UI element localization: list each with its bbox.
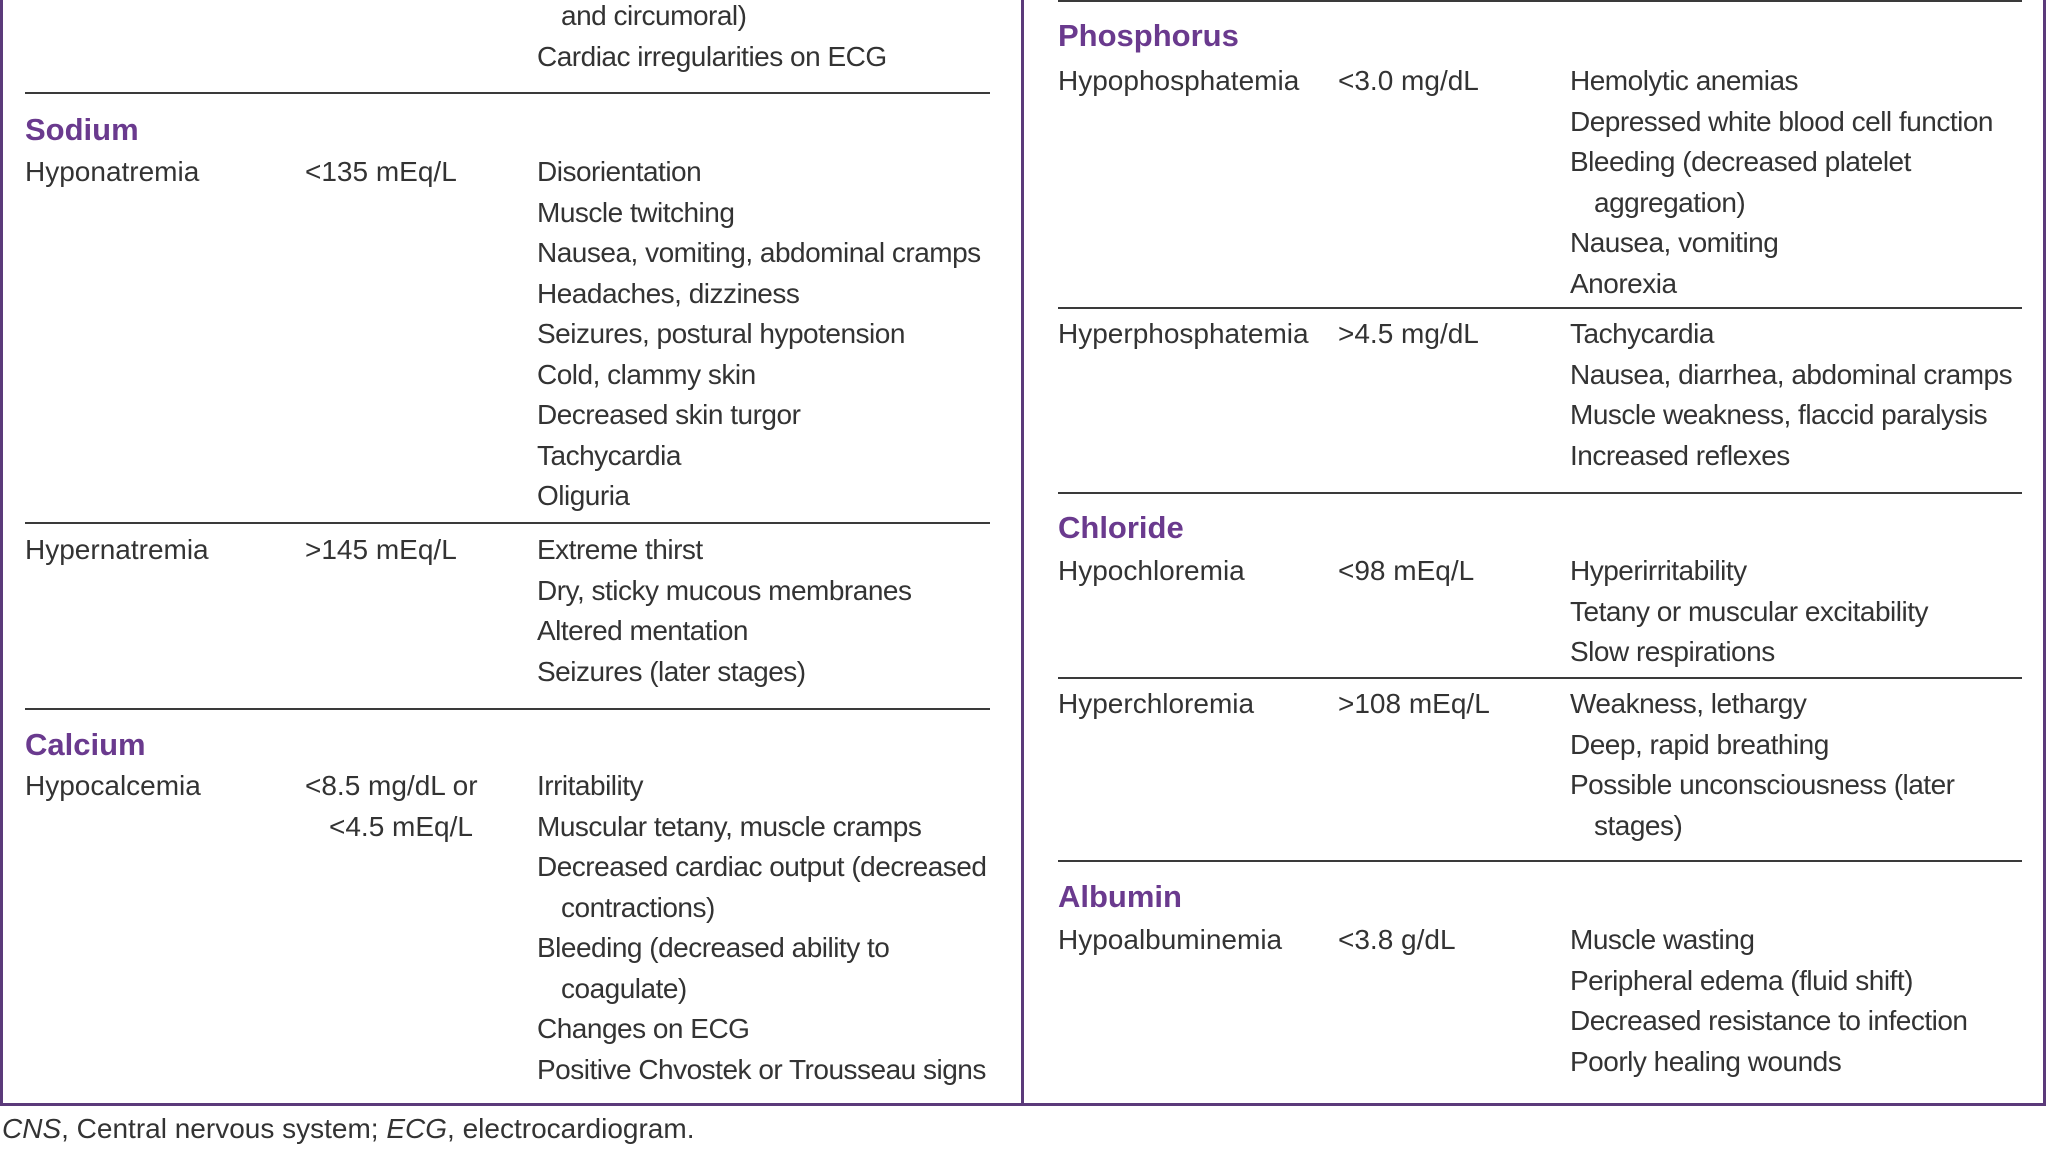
symptom-continued: coagulate) [561,972,687,1004]
condition-hypernatremia: Hypernatremia [25,534,209,565]
symptom: Muscle weakness, flaccid paralysis [1570,399,1988,430]
section-title-chloride: Chloride [1058,510,1184,545]
row-rule [25,522,990,524]
symptoms-hypocalcemia [537,766,986,1090]
section-rule [25,92,990,94]
value-hyperchloremia: >108 mEq/L [1338,688,1490,719]
section-rule [1058,492,2022,494]
symptom: Decreased skin turgor [537,399,801,430]
section-rule [1058,860,2022,862]
symptom-continued: aggregation) [1594,186,1746,218]
value-hyponatremia: <135 mEq/L [305,156,457,187]
symptom: Muscular tetany, muscle cramps [537,810,922,842]
symptom: Cold, clammy skin [537,358,756,390]
condition-hypoalbuminemia: Hypoalbuminemia [1058,924,1283,955]
symptoms-hypernatremia [537,530,911,692]
symptom: Disorientation [537,156,702,187]
symptom: Dry, sticky mucous membranes [537,574,912,606]
symptom: Decreased cardiac output (decreased [537,851,987,882]
continued-symptoms [537,0,887,77]
condition-hyperphosphatemia: Hyperphosphatemia [1058,318,1309,349]
row-rule [1058,677,2022,679]
symptom: Positive Chvostek or Trousseau signs [537,1053,986,1085]
symptom: Oliguria [537,480,630,511]
symptom: Muscle twitching [537,196,735,228]
symptom: Cardiac irregularities on ECG [537,40,887,72]
value-hypernatremia: >145 mEq/L [305,534,457,565]
symptom: Increased reflexes [1570,439,1790,471]
symptom: Muscle wasting [1570,924,1755,955]
symptom: Possible unconsciousness (later [1570,769,1955,800]
symptom: Anorexia [1570,267,1677,299]
symptom: Poorly healing wounds [1570,1045,1842,1077]
symptom: Headaches, dizziness [537,277,800,309]
symptoms-hyperphosphatemia [1570,314,2012,476]
symptom: and circumoral) [561,0,747,31]
footnote-abbr-ecg: ECG [386,1113,448,1144]
symptom-continued: stages) [1594,809,1683,841]
section-title-sodium: Sodium [25,112,139,147]
section-title-phosphorus: Phosphorus [1058,18,1239,53]
symptoms-hyponatremia [537,152,981,517]
value-hypochloremia: <98 mEq/L [1338,555,1475,586]
symptom: Bleeding (decreased ability to [537,932,890,963]
symptom: Seizures (later stages) [537,655,806,687]
condition-hyponatremia: Hyponatremia [25,156,200,187]
symptom-continued: contractions) [561,891,715,923]
section-rule [25,708,990,710]
section-title-albumin: Albumin [1058,879,1182,914]
condition-hyperchloremia: Hyperchloremia [1058,688,1255,719]
row-rule [1058,307,2022,309]
condition-hypochloremia: Hypochloremia [1058,555,1245,586]
value-hypocalcemia-line2: <4.5 mEq/L [329,811,473,842]
symptom: Extreme thirst [537,534,703,565]
symptom: Slow respirations [1570,636,1775,667]
symptom: Decreased resistance to infection [1570,1005,1968,1036]
symptom: Seizures, postural hypotension [537,318,905,349]
symptom: Irritability [537,770,644,801]
symptom: Bleeding (decreased platelet [1570,146,1911,177]
symptom: Depressed white blood cell function [1570,105,1993,137]
symptoms-hypoalbuminemia [1570,920,1968,1082]
section-title-calcium: Calcium [25,727,146,762]
footnote-def-cns: , Central nervous system; [61,1113,387,1144]
symptom: Hyperirritability [1570,555,1747,586]
symptom: Tetany or muscular excitability [1570,595,1928,627]
symptom: Changes on ECG [537,1013,750,1044]
symptom: Deep, rapid breathing [1570,728,1829,760]
footnote-def-ecg: , electrocardiogram. [447,1113,695,1144]
value-hypophosphatemia: <3.0 mg/dL [1338,65,1479,96]
symptom: Nausea, vomiting [1570,227,1779,258]
footnote [2,1113,694,1145]
value-hypoalbuminemia: <3.8 g/dL [1338,924,1456,955]
symptom: Peripheral edema (fluid shift) [1570,964,1913,996]
symptom: Hemolytic anemias [1570,65,1799,96]
top-rule-right [1058,0,2022,2]
value-hypocalcemia-line1: <8.5 mg/dL or [305,770,478,801]
symptom: Weakness, lethargy [1570,688,1807,719]
symptom: Nausea, vomiting, abdominal cramps [537,237,981,268]
symptoms-hypochloremia [1570,551,1928,673]
symptom: Tachycardia [1570,318,1714,349]
footnote-abbr-cns: CNS [2,1113,62,1144]
column-divider [1021,0,1024,1106]
symptom: Altered mentation [537,615,748,646]
symptom: Tachycardia [537,439,681,471]
condition-hypocalcemia: Hypocalcemia [25,770,201,801]
value-hyperphosphatemia: >4.5 mg/dL [1338,318,1479,349]
symptoms-hyperchloremia [1570,684,1954,846]
condition-hypophosphatemia: Hypophosphatemia [1058,65,1300,96]
symptoms-hypophosphatemia [1570,61,1993,304]
symptom: Nausea, diarrhea, abdominal cramps [1570,358,2013,390]
